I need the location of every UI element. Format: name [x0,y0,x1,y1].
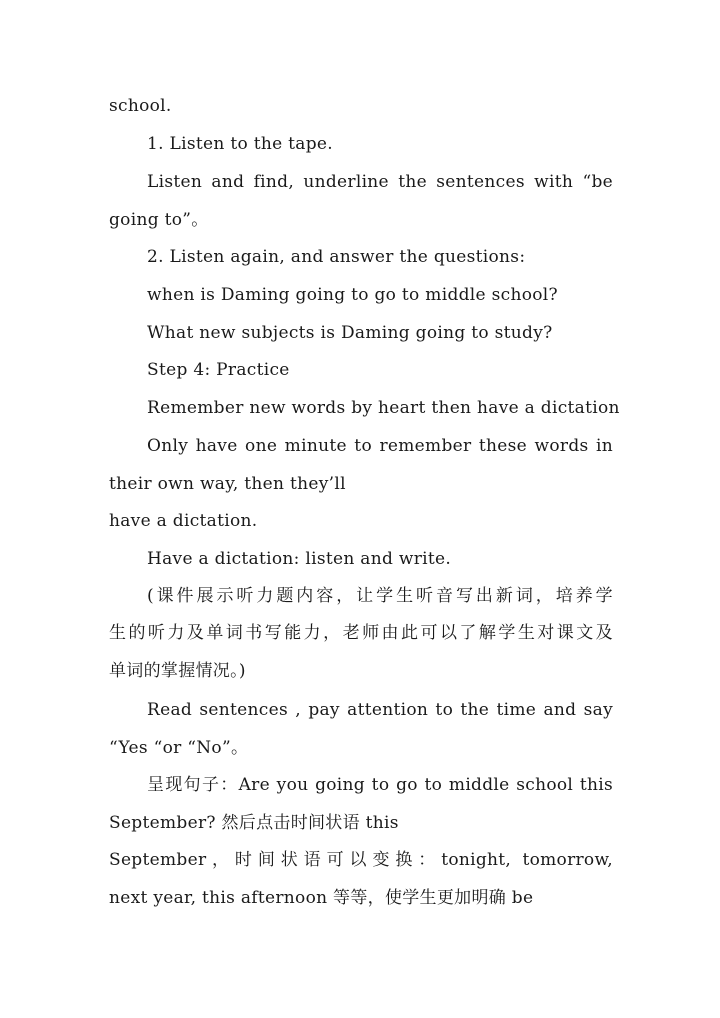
text-line: 1. Listen to the tape. [147,134,333,154]
text-line: Step 4: Practice [147,360,290,380]
text-line: Only have one minute to remember these words in [147,436,613,456]
text-line: 单词的掌握情况。) [109,661,246,681]
text-line: 2. Listen again, and answer the questions: [147,247,526,267]
text-line: Remember new words by heart then have a dictation [147,398,620,418]
text-line: (课件展示听力题内容，让学生听音写出新词，培养学 [147,586,613,606]
text-line: Listen and find, underline the sentences with “be [147,172,613,192]
text-line: September? 然后点击时间状语 this [109,813,399,833]
text-line: September，时间状语可以变换：tonight, tomorrow, [109,850,613,870]
text-line: going to”。 [109,210,209,230]
text-line: What new subjects is Daming going to study? [147,323,553,343]
text-line: Have a dictation: listen and write. [147,549,452,569]
text-line: next year, this afternoon 等等，使学生更加明确 be [109,888,534,908]
text-line: “Yes “or “No”。 [109,738,249,758]
text-line: Read sentences , pay attention to the time and say [147,700,613,720]
text-line: when is Daming going to go to middle school? [147,285,558,305]
text-line: school. [109,96,172,116]
text-line: their own way, then they’ll [109,474,346,494]
text-line: 生的听力及单词书写能力，老师由此可以了解学生对课文及 [109,623,613,643]
text-line: 呈现句子：Are you going to go to middle school this [147,775,613,795]
text-line: have a dictation. [109,511,258,531]
